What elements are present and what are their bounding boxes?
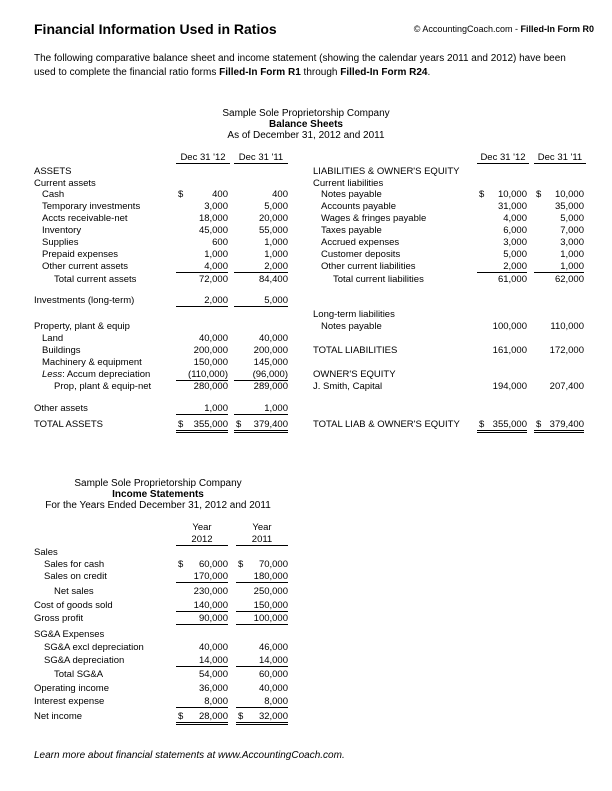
less-label: Less xyxy=(42,369,63,380)
row-label-land: Land xyxy=(42,333,64,344)
value-2011-ar: 20,000 xyxy=(258,213,288,224)
intro-text-a: The following comparative balance sheet and income statement (showing the calendar years 2011 and 2012) have been used to complete the financial ratio forms xyxy=(34,53,566,78)
value-2012-other: 1,000 xyxy=(176,403,228,415)
value-2012-capital: 194,000 xyxy=(492,381,527,392)
row-label-ap: Accounts payable xyxy=(321,201,396,212)
owners-equity-heading: OWNER'S EQUITY xyxy=(313,369,396,380)
row-label-cash: Cash xyxy=(42,189,65,200)
row-label-cogs: Cost of goods sold xyxy=(34,600,113,611)
row-label-credit_sales: Sales on credit xyxy=(44,571,107,582)
value-2012-total_current: 61,000 xyxy=(497,274,527,285)
row-label-net_income: Net income xyxy=(34,711,83,722)
row-label-total: TOTAL ASSETS xyxy=(34,419,103,430)
row-label-other_current: Other current assets xyxy=(42,261,129,272)
value-2011-total: 379,400 xyxy=(234,419,288,433)
row-label-total_le: TOTAL LIAB & OWNER'S EQUITY xyxy=(313,419,460,430)
intro-text-c: . xyxy=(427,67,431,78)
is-col-year-2012: Year xyxy=(192,522,212,533)
value-2011-prepaid: 1,000 xyxy=(264,249,288,260)
dollar-sign: $ xyxy=(178,711,184,722)
value-2012-sga_dep: 14,000 xyxy=(176,655,228,667)
value-2012-cash: 400 xyxy=(212,189,228,200)
intro-form-last: Filled-In Form R24 xyxy=(340,67,428,78)
row-label-deposits: Customer deposits xyxy=(321,249,401,260)
value-2011-net_income: 32,000 xyxy=(236,711,288,725)
value-2011-notes: 10,000 xyxy=(554,189,584,200)
value-2012-interest: 8,000 xyxy=(176,696,228,708)
is-title: Income Statements xyxy=(112,489,204,500)
value-2012-other_current: 4,000 xyxy=(176,261,228,273)
value-2011-ap: 35,000 xyxy=(554,201,584,212)
row-label-accrued: Accrued expenses xyxy=(321,237,400,248)
value-2012-prepaid: 1,000 xyxy=(204,249,228,260)
row-label-inventory: Inventory xyxy=(42,225,82,236)
value-2011-capital: 207,400 xyxy=(549,381,584,392)
footer-note: Learn more about financial statements at www.AccountingCoach.com. xyxy=(34,750,345,761)
value-2011-land: 40,000 xyxy=(258,333,288,344)
value-2012-ap: 31,000 xyxy=(497,201,527,212)
value-2012-net_income: 28,000 xyxy=(176,711,228,725)
value-2012-net_sales: 230,000 xyxy=(193,586,228,597)
value-2012-deposits: 5,000 xyxy=(503,249,527,260)
value-2011-gross: 100,000 xyxy=(236,613,288,625)
row-label-net_sales: Net sales xyxy=(54,586,94,597)
row-label-capital: J. Smith, Capital xyxy=(313,381,383,392)
value-2012-accum_dep: (110,000) xyxy=(176,369,228,381)
value-2011-accum_dep: (96,000) xyxy=(234,369,288,381)
row-label-total_current: Total current liabilities xyxy=(333,274,424,285)
value-2011-buildings: 200,000 xyxy=(253,345,288,356)
value-2011-temp_inv: 5,000 xyxy=(264,201,288,212)
value-2012-ar: 18,000 xyxy=(198,213,228,224)
value-2012-land: 40,000 xyxy=(198,333,228,344)
form-id: Filled-In Form R0 xyxy=(520,24,594,34)
value-2011-inventory: 55,000 xyxy=(258,225,288,236)
value-2012-taxes: 6,000 xyxy=(503,225,527,236)
page-title: Financial Information Used in Ratios xyxy=(34,21,277,37)
brand-prefix: © AccountingCoach.com - xyxy=(413,24,521,34)
row-label-lt_notes: Notes payable xyxy=(321,321,382,332)
value-2011-sga_dep: 14,000 xyxy=(236,655,288,667)
value-2011-machinery: 145,000 xyxy=(253,357,288,368)
value-2012-accrued: 3,000 xyxy=(503,237,527,248)
row-label-sga_dep: SG&A depreciation xyxy=(44,655,125,666)
value-2011-investments: 5,000 xyxy=(234,295,288,307)
value-2011-total_sga: 60,000 xyxy=(258,669,288,680)
value-2012-total: 161,000 xyxy=(492,345,527,356)
bs-title: Balance Sheets xyxy=(269,119,343,130)
row-label-total: TOTAL LIABILITIES xyxy=(313,345,398,356)
value-2012-credit_sales: 170,000 xyxy=(176,571,228,583)
bs-assets-col-2011: Dec 31 '11 xyxy=(234,152,288,164)
row-label-temp_inv: Temporary investments xyxy=(42,201,141,212)
is-company: Sample Sole Proprietorship Company xyxy=(74,478,242,489)
value-2012-wages: 4,000 xyxy=(503,213,527,224)
value-2011-net_sales: 250,000 xyxy=(253,586,288,597)
row-label-notes: Notes payable xyxy=(321,189,382,200)
row-label-wages: Wages & fringes payable xyxy=(321,213,427,224)
value-2012-ppe_net: 280,000 xyxy=(193,381,228,392)
row-label-sga_excl: SG&A excl depreciation xyxy=(44,642,144,653)
dollar-sign: $ xyxy=(479,189,485,200)
brand-form-label xyxy=(414,24,594,34)
row-label-cash_sales: Sales for cash xyxy=(44,559,105,570)
value-2011-deposits: 1,000 xyxy=(560,249,584,260)
row-label-interest: Interest expense xyxy=(34,696,105,707)
current-liabilities-heading: Current liabilities xyxy=(313,178,384,189)
value-2011-total: 172,000 xyxy=(549,345,584,356)
lt-liabilities-heading: Long-term liabilities xyxy=(313,309,395,320)
row-label-other_current: Other current liabilities xyxy=(321,261,416,272)
row-label-buildings: Buildings xyxy=(42,345,81,356)
value-2011-op_income: 40,000 xyxy=(258,683,288,694)
is-date-line: For the Years Ended December 31, 2012 and 2011 xyxy=(45,500,271,511)
dollar-sign: $ xyxy=(178,559,184,570)
assets-heading: ASSETS xyxy=(34,166,72,177)
row-label-investments: Investments (long-term) xyxy=(34,295,135,306)
intro-form-first: Filled-In Form R1 xyxy=(219,67,301,78)
dollar-sign: $ xyxy=(236,419,242,430)
row-label-supplies: Supplies xyxy=(42,237,79,248)
value-2012-temp_inv: 3,000 xyxy=(204,201,228,212)
row-label-total_current: Total current assets xyxy=(54,274,137,285)
value-2011-taxes: 7,000 xyxy=(560,225,584,236)
intro-paragraph xyxy=(34,52,579,80)
intro-text-b: through xyxy=(300,67,341,78)
value-2012-total_le: 355,000 xyxy=(477,419,527,433)
value-2011-cash_sales: 70,000 xyxy=(258,559,288,570)
value-2011-ppe_net: 289,000 xyxy=(253,381,288,392)
value-2011-other_current: 2,000 xyxy=(234,261,288,273)
row-label-machinery: Machinery & equipment xyxy=(42,357,142,368)
value-2011-lt_notes: 110,000 xyxy=(550,321,584,332)
value-2011-other_current: 1,000 xyxy=(534,261,584,273)
bs-liab-col-2012: Dec 31 '12 xyxy=(477,152,529,164)
value-2012-machinery: 150,000 xyxy=(193,357,228,368)
value-2012-cogs: 140,000 xyxy=(176,600,228,612)
value-2011-wages: 5,000 xyxy=(560,213,584,224)
row-label-other: Other assets xyxy=(34,403,88,414)
value-2011-other: 1,000 xyxy=(234,403,288,415)
value-2011-interest: 8,000 xyxy=(236,696,288,708)
dollar-sign: $ xyxy=(479,419,485,430)
value-2012-op_income: 36,000 xyxy=(198,683,228,694)
value-2012-total_sga: 54,000 xyxy=(198,669,228,680)
value-2011-cash: 400 xyxy=(272,189,288,200)
row-label-op_income: Operating income xyxy=(34,683,109,694)
value-2012-investments: 2,000 xyxy=(176,295,228,307)
is-col-year-2011: Year xyxy=(252,522,272,533)
bs-company: Sample Sole Proprietorship Company xyxy=(222,108,390,119)
value-2011-credit_sales: 180,000 xyxy=(236,571,288,583)
dollar-sign: $ xyxy=(238,711,244,722)
dollar-sign: $ xyxy=(178,189,184,200)
value-2011-supplies: 1,000 xyxy=(264,237,288,248)
value-2011-total_current: 84,400 xyxy=(258,274,288,285)
bs-liab-col-2011: Dec 31 '11 xyxy=(534,152,586,164)
value-2012-supplies: 600 xyxy=(212,237,228,248)
row-label-gross: Gross profit xyxy=(34,613,84,624)
dollar-sign: $ xyxy=(238,559,244,570)
dollar-sign: $ xyxy=(178,419,184,430)
value-2011-accrued: 3,000 xyxy=(560,237,584,248)
liabilities-heading: LIABILITIES & OWNER'S EQUITY xyxy=(313,166,460,177)
value-2012-lt_notes: 100,000 xyxy=(492,321,527,332)
is-col-2011: 2011 xyxy=(236,534,288,546)
value-2011-total_current: 62,000 xyxy=(554,274,584,285)
row-label-taxes: Taxes payable xyxy=(321,225,382,236)
dollar-sign: $ xyxy=(536,419,542,430)
bs-assets-col-2012: Dec 31 '12 xyxy=(176,152,230,164)
value-2012-total_current: 72,000 xyxy=(198,274,228,285)
value-2011-sga_excl: 46,000 xyxy=(258,642,288,653)
value-2011-cogs: 150,000 xyxy=(236,600,288,612)
dollar-sign: $ xyxy=(536,189,542,200)
is-col-2012: 2012 xyxy=(176,534,228,546)
bs-date-line: As of December 31, 2012 and 2011 xyxy=(227,130,385,141)
row-label-accum_dep xyxy=(42,369,150,380)
value-2012-other_current: 2,000 xyxy=(477,261,527,273)
accum-dep-label: : Accum depreciation xyxy=(62,369,151,380)
current-assets-heading: Current assets xyxy=(34,178,96,189)
value-2012-inventory: 45,000 xyxy=(198,225,228,236)
value-2012-sga_excl: 40,000 xyxy=(198,642,228,653)
ppe-heading: Property, plant & equip xyxy=(34,321,130,332)
row-label-ar: Accts receivable-net xyxy=(42,213,128,224)
sga-heading: SG&A Expenses xyxy=(34,629,105,640)
value-2012-total: 355,000 xyxy=(176,419,228,433)
value-2012-notes: 10,000 xyxy=(497,189,527,200)
row-label-total_sga: Total SG&A xyxy=(54,669,104,680)
value-2012-buildings: 200,000 xyxy=(193,345,228,356)
sales-heading: Sales xyxy=(34,547,58,558)
value-2012-gross: 90,000 xyxy=(176,613,228,625)
value-2012-cash_sales: 60,000 xyxy=(198,559,228,570)
row-label-ppe_net: Prop, plant & equip-net xyxy=(54,381,152,392)
row-label-prepaid: Prepaid expenses xyxy=(42,249,119,260)
value-2011-total_le: 379,400 xyxy=(534,419,584,433)
